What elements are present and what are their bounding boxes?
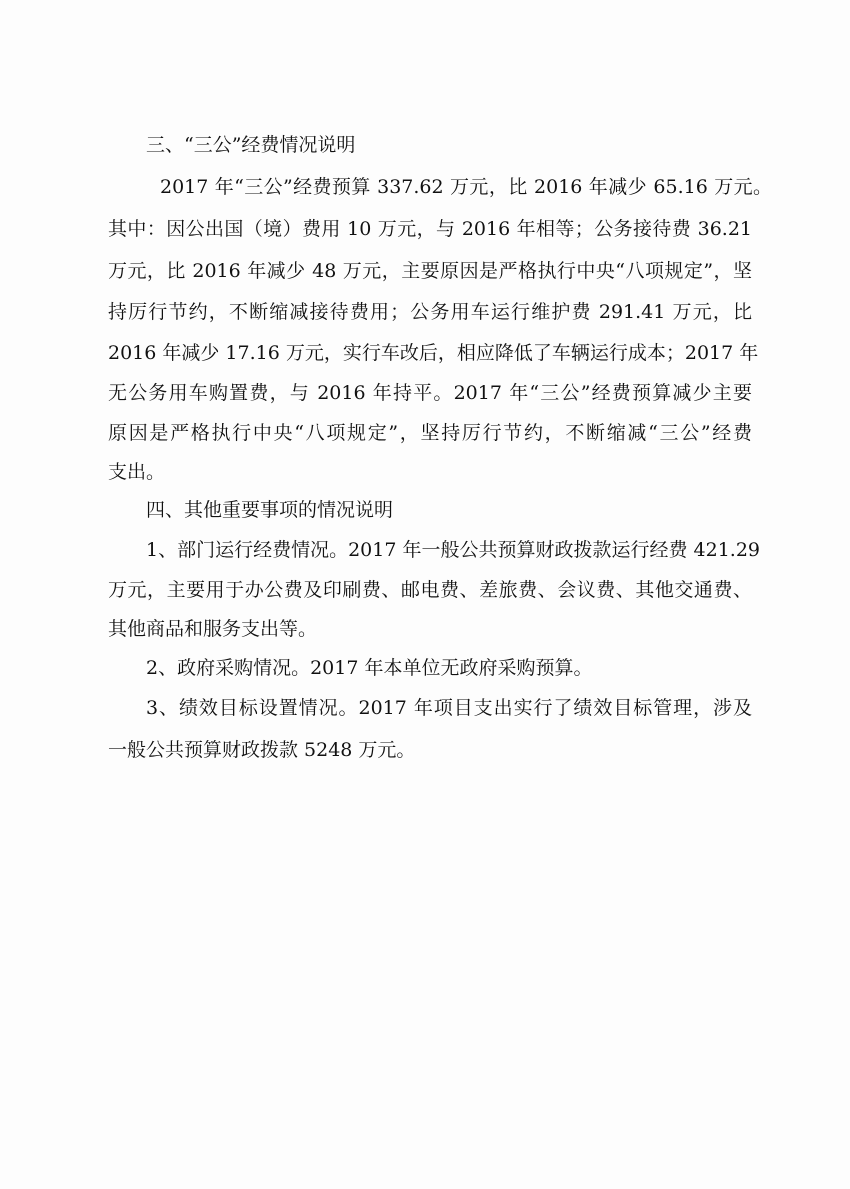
section-three-line-7: 原因是严格执行中央“八项规定”，坚持厉行节约，不断缩减“三公”经费	[108, 422, 752, 444]
section-three-line-8: 支出。	[108, 461, 166, 483]
item-three-line-2: 一般公共预算财政拨款 5248 万元。	[108, 739, 416, 761]
section-four-heading: 四、其他重要事项的情况说明	[146, 499, 394, 521]
section-three-line-2: 其中：因公出国（境）费用 10 万元，与 2016 年相等；公务接待费 36.21	[108, 218, 752, 240]
section-three-line-1: 2017 年“三公”经费预算 337.62 万元，比 2016 年减少 65.16 万元。	[160, 176, 772, 198]
section-three-line-4: 持厉行节约，不断缩减接待费用；公务用车运行维护费 291.41 万元，比	[108, 301, 752, 323]
section-three-line-3: 万元，比 2016 年减少 48 万元，主要原因是严格执行中央“八项规定”，坚	[108, 260, 752, 282]
item-one-line-1: 1、部门运行经费情况。2017 年一般公共预算财政拨款运行经费 421.29	[146, 539, 761, 561]
item-one-line-3: 其他商品和服务支出等。	[108, 618, 318, 640]
item-one-line-2: 万元，主要用于办公费及印刷费、邮电费、差旅费、会议费、其他交通费、	[108, 579, 752, 601]
item-three-line-1: 3、绩效目标设置情况。2017 年项目支出实行了绩效目标管理，涉及	[146, 697, 752, 719]
section-three-line-6: 无公务用车购置费，与 2016 年持平。2017 年“三公”经费预算减少主要	[108, 382, 752, 404]
item-two-line-1: 2、政府采购情况。2017 年本单位无政府采购预算。	[146, 657, 593, 679]
section-three-heading: 三、“三公”经费情况说明	[146, 134, 356, 156]
section-three-line-5: 2016 年减少 17.16 万元，实行车改后，相应降低了车辆运行成本；2017 年	[108, 342, 759, 364]
